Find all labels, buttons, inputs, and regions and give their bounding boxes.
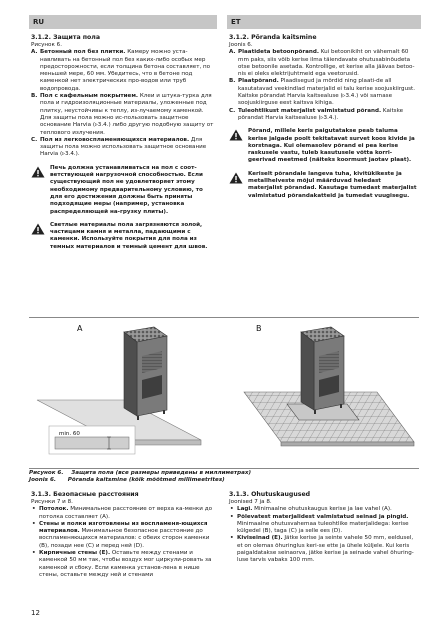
- et-safety-item-bold: Lagi.: [237, 506, 253, 513]
- et-item-a-text: Kui betoonikiht on vähemalt 60 mm paks, siis võib kerise ilma täiendavate ohutusabinõudeta otse betoonile asetada. Kontrollige, et kerise alla jäävas betoo-nis ei oleks elektrijuhtmeid ega veetorusid.: [238, 49, 415, 78]
- et-warning-2-text: Keriselt põrandale langeva tuha, kivitükikeste ja metallhelveste mõjul määrduvad heledast materjalist põrandad. Kasutage tumedast materjalist valmistatud põrandakatteid ja tumedat vuugisegu.: [248, 170, 417, 199]
- et-item-b-bold: Plaatpõrand.: [238, 78, 279, 85]
- warning-icon: [229, 172, 243, 184]
- warning-icon: [31, 223, 45, 235]
- page-number: 12: [31, 609, 40, 617]
- figure-a-concrete-floor: [37, 324, 201, 454]
- ru-item-c-label: C.: [31, 136, 38, 143]
- et-item-b: [229, 78, 417, 107]
- ru-safety-item-bold: Стены и полки изготовлены из воспламеня-ющихся материалов.: [39, 520, 208, 535]
- et-safety-item-text: Jätke kerise ja seinte vahele 50 mm, eeldusel, et on olemas õhuringlus keri-se ette ja ühele küljele. Kui keris paigaldatakse seinaorva, jätke kerise ja seinade vahel õhuring-luse tarvis vabaks 100 mm.: [237, 535, 414, 564]
- ru-item-a-label: A.: [31, 49, 38, 56]
- ru-heading: 3.1.2. Защита пола: [31, 34, 101, 41]
- ru-item-c: [31, 137, 215, 159]
- ru-safety-item: [31, 506, 215, 521]
- floor-protection-illustration: [29, 318, 419, 468]
- et-safety-item-text: Minimaalne ohutuskaugus kerise ja lae vahel (A).: [252, 506, 392, 513]
- figure-label-a: A: [77, 324, 83, 333]
- et-warning-1-text: Põrand, millele keris paigutatakse peab taluma kerise jalgade poolt tekitatavat survet koos kivide ja korstnaga. Kui olemasolev põrand ei pea kerise raskusele vastu, tuleb kasutusele võtta korri-geerivad meetmed (näiteks koormust jaotav plaat).: [248, 128, 415, 164]
- ru-item-b-text: Клеи и штука-турка для пола и гидроизоляционные материалы, уложенные под плитку, неустойчивы к теплу, из-лучаемому каменкой. Для защиты пола можно ис-пользовать защитное основание Harvia (▹3.4.) либо другую подобную защиту от теплового излучения.: [40, 93, 214, 136]
- ru-safety-item-bold: Кирпичные стены (E).: [39, 550, 111, 557]
- et-item-c: [229, 108, 417, 123]
- lang-label-ru: RU: [33, 18, 45, 26]
- et-heading: 3.1.2. Põranda kaitsmine: [229, 34, 317, 41]
- et-safety-item: [229, 506, 417, 513]
- ru-safety-heading: 3.1.3. Безопасные расстояния: [31, 491, 139, 498]
- figure-b-tiled-floor: [244, 324, 414, 446]
- ru-fig-ref: Рисунок 6.: [31, 42, 62, 48]
- ru-warning-1: [31, 165, 215, 216]
- ru-safety-section: [31, 491, 215, 579]
- lang-tab-ru: [29, 15, 217, 29]
- et-item-b-label: B.: [229, 78, 236, 85]
- ru-item-b: [31, 93, 215, 137]
- caption-et-text: Põranda kaitsmine (kõik mõõtmed millimeetrites): [67, 477, 225, 483]
- ru-item-b-bold: Пол с кафельным покрытием.: [40, 93, 139, 100]
- et-item-c-text: Kaitske põrandat Harvia kaitsealuse (▹3.4.).: [238, 107, 404, 121]
- figure-caption-ru: [29, 470, 251, 477]
- caption-et-label: Joonis 6.: [29, 477, 56, 483]
- ru-safety-item-bold: Потолок.: [39, 506, 69, 513]
- et-item-c-bold: Tuleohtlikust materjalist valmistatud põrand.: [238, 107, 382, 114]
- ru-item-c-text: Для защиты пола можно использовать защитное основание Harvia (▹3.4.).: [40, 136, 207, 158]
- warning-icon: [229, 129, 243, 141]
- ru-safety-item-text: Оставьте между стенами и каменкой 50 мм так, чтобы воздух мог циркули-ровать за каменкой и сбоку. Если каменка установ-лена в нише стены, оставьте между ней и стенами: [39, 550, 212, 578]
- figure-caption-et: [29, 477, 225, 484]
- et-item-a-label: A.: [229, 49, 236, 56]
- figure-6: [29, 317, 419, 469]
- et-safety-item: [229, 535, 417, 564]
- caption-ru-label: Рисунок 6.: [29, 470, 64, 476]
- et-item-a: [229, 49, 417, 78]
- ru-floor-section: [31, 34, 215, 251]
- ru-item-a: [31, 49, 215, 93]
- ru-safety-item-text: Минимальное расстояние от верха ка-менки до потолка составляет (A).: [39, 506, 213, 520]
- ru-warning-2-text: Светлые материалы пола загрязняются золой, частицами камня и металла, падающими с каменки. Используйте покрытия для пола из темных материалов и темный цемент для швов.: [50, 221, 208, 250]
- ru-safety-item: [31, 550, 215, 579]
- et-safety-item-text: Minimaalne ohutusvahemaa tuleohtlike materjalidega: kerise külgedel (B), taga (C) ja selle ees (D).: [237, 520, 409, 535]
- et-warning-2: [229, 171, 417, 200]
- et-safety-item: [229, 514, 417, 536]
- et-warning-1: [229, 128, 417, 164]
- et-safety-heading: 3.1.3. Ohutuskaugused: [229, 491, 311, 498]
- ru-safety-item: [31, 521, 215, 550]
- figure-label-b: B: [256, 324, 262, 333]
- ru-safety-item-text: Минимальное безопасное расстояние до воспламеняющихся материалов: с обеих сторон каменки (B), позади нее (C) и перед ней (D).: [39, 528, 210, 549]
- et-safety-item-bold: Kiviseinad (E).: [237, 535, 283, 542]
- ru-item-a-bold: Бетонный пол без плитки.: [40, 49, 126, 56]
- ru-safety-ref: Рисунки 7 и 8.: [31, 499, 73, 505]
- et-safety-ref: Joonised 7 ja 8.: [229, 499, 272, 505]
- dimension-label: min. 60: [59, 431, 80, 437]
- ru-item-a-text: Камеру можно уста-навливать на бетонный пол без каких-либо особых мер предосторожности, если толщина бетона составляет, по меньшей мере, 60 мм. Убедитесь, что в бетоне под каменкой нет электрических про-водов или труб водопровода.: [40, 49, 211, 92]
- ru-item-b-label: B.: [31, 93, 38, 100]
- et-safety-item-bold: Põlevatest materjalidest valmistatud seinad ja pingid.: [237, 513, 409, 520]
- et-item-c-label: C.: [229, 107, 236, 114]
- ru-item-c-bold: Пол из легковоспламеняющихся материалов.: [40, 136, 190, 143]
- et-floor-section: [229, 34, 417, 200]
- et-item-b-text: Plaadisegud ja mördid ning plaati-de all kasutatavad veekindlad materjalid ei talu kerise soojuskiirgust. Kaitske põrandat Harvia kaitsealuse (▹3.4.) või sarnase soojuskiirguse eest kaitsva kihiga.: [238, 78, 416, 107]
- caption-ru-text: Защита пола (все размеры приведены в миллиметрах): [71, 470, 252, 476]
- lang-label-et: ET: [231, 18, 241, 26]
- ru-warning-1-text: Печь должна устанавливаться на пол с соот-ветствующей нагрузочной способностью. Если существующий пол не удовлетворяет этому необходимому предварительному условию, то для его достижения должны быть приняты подходящие меры (например, установка распределяющей на-грузку плиты).: [50, 164, 203, 215]
- et-fig-ref: Joonis 6.: [229, 42, 253, 48]
- ru-warning-2: [31, 222, 215, 251]
- lang-tab-et: [227, 15, 421, 29]
- et-safety-section: [229, 491, 417, 565]
- et-item-a-bold: Plaatideta betoonpõrand.: [238, 49, 319, 56]
- warning-icon: [31, 166, 45, 178]
